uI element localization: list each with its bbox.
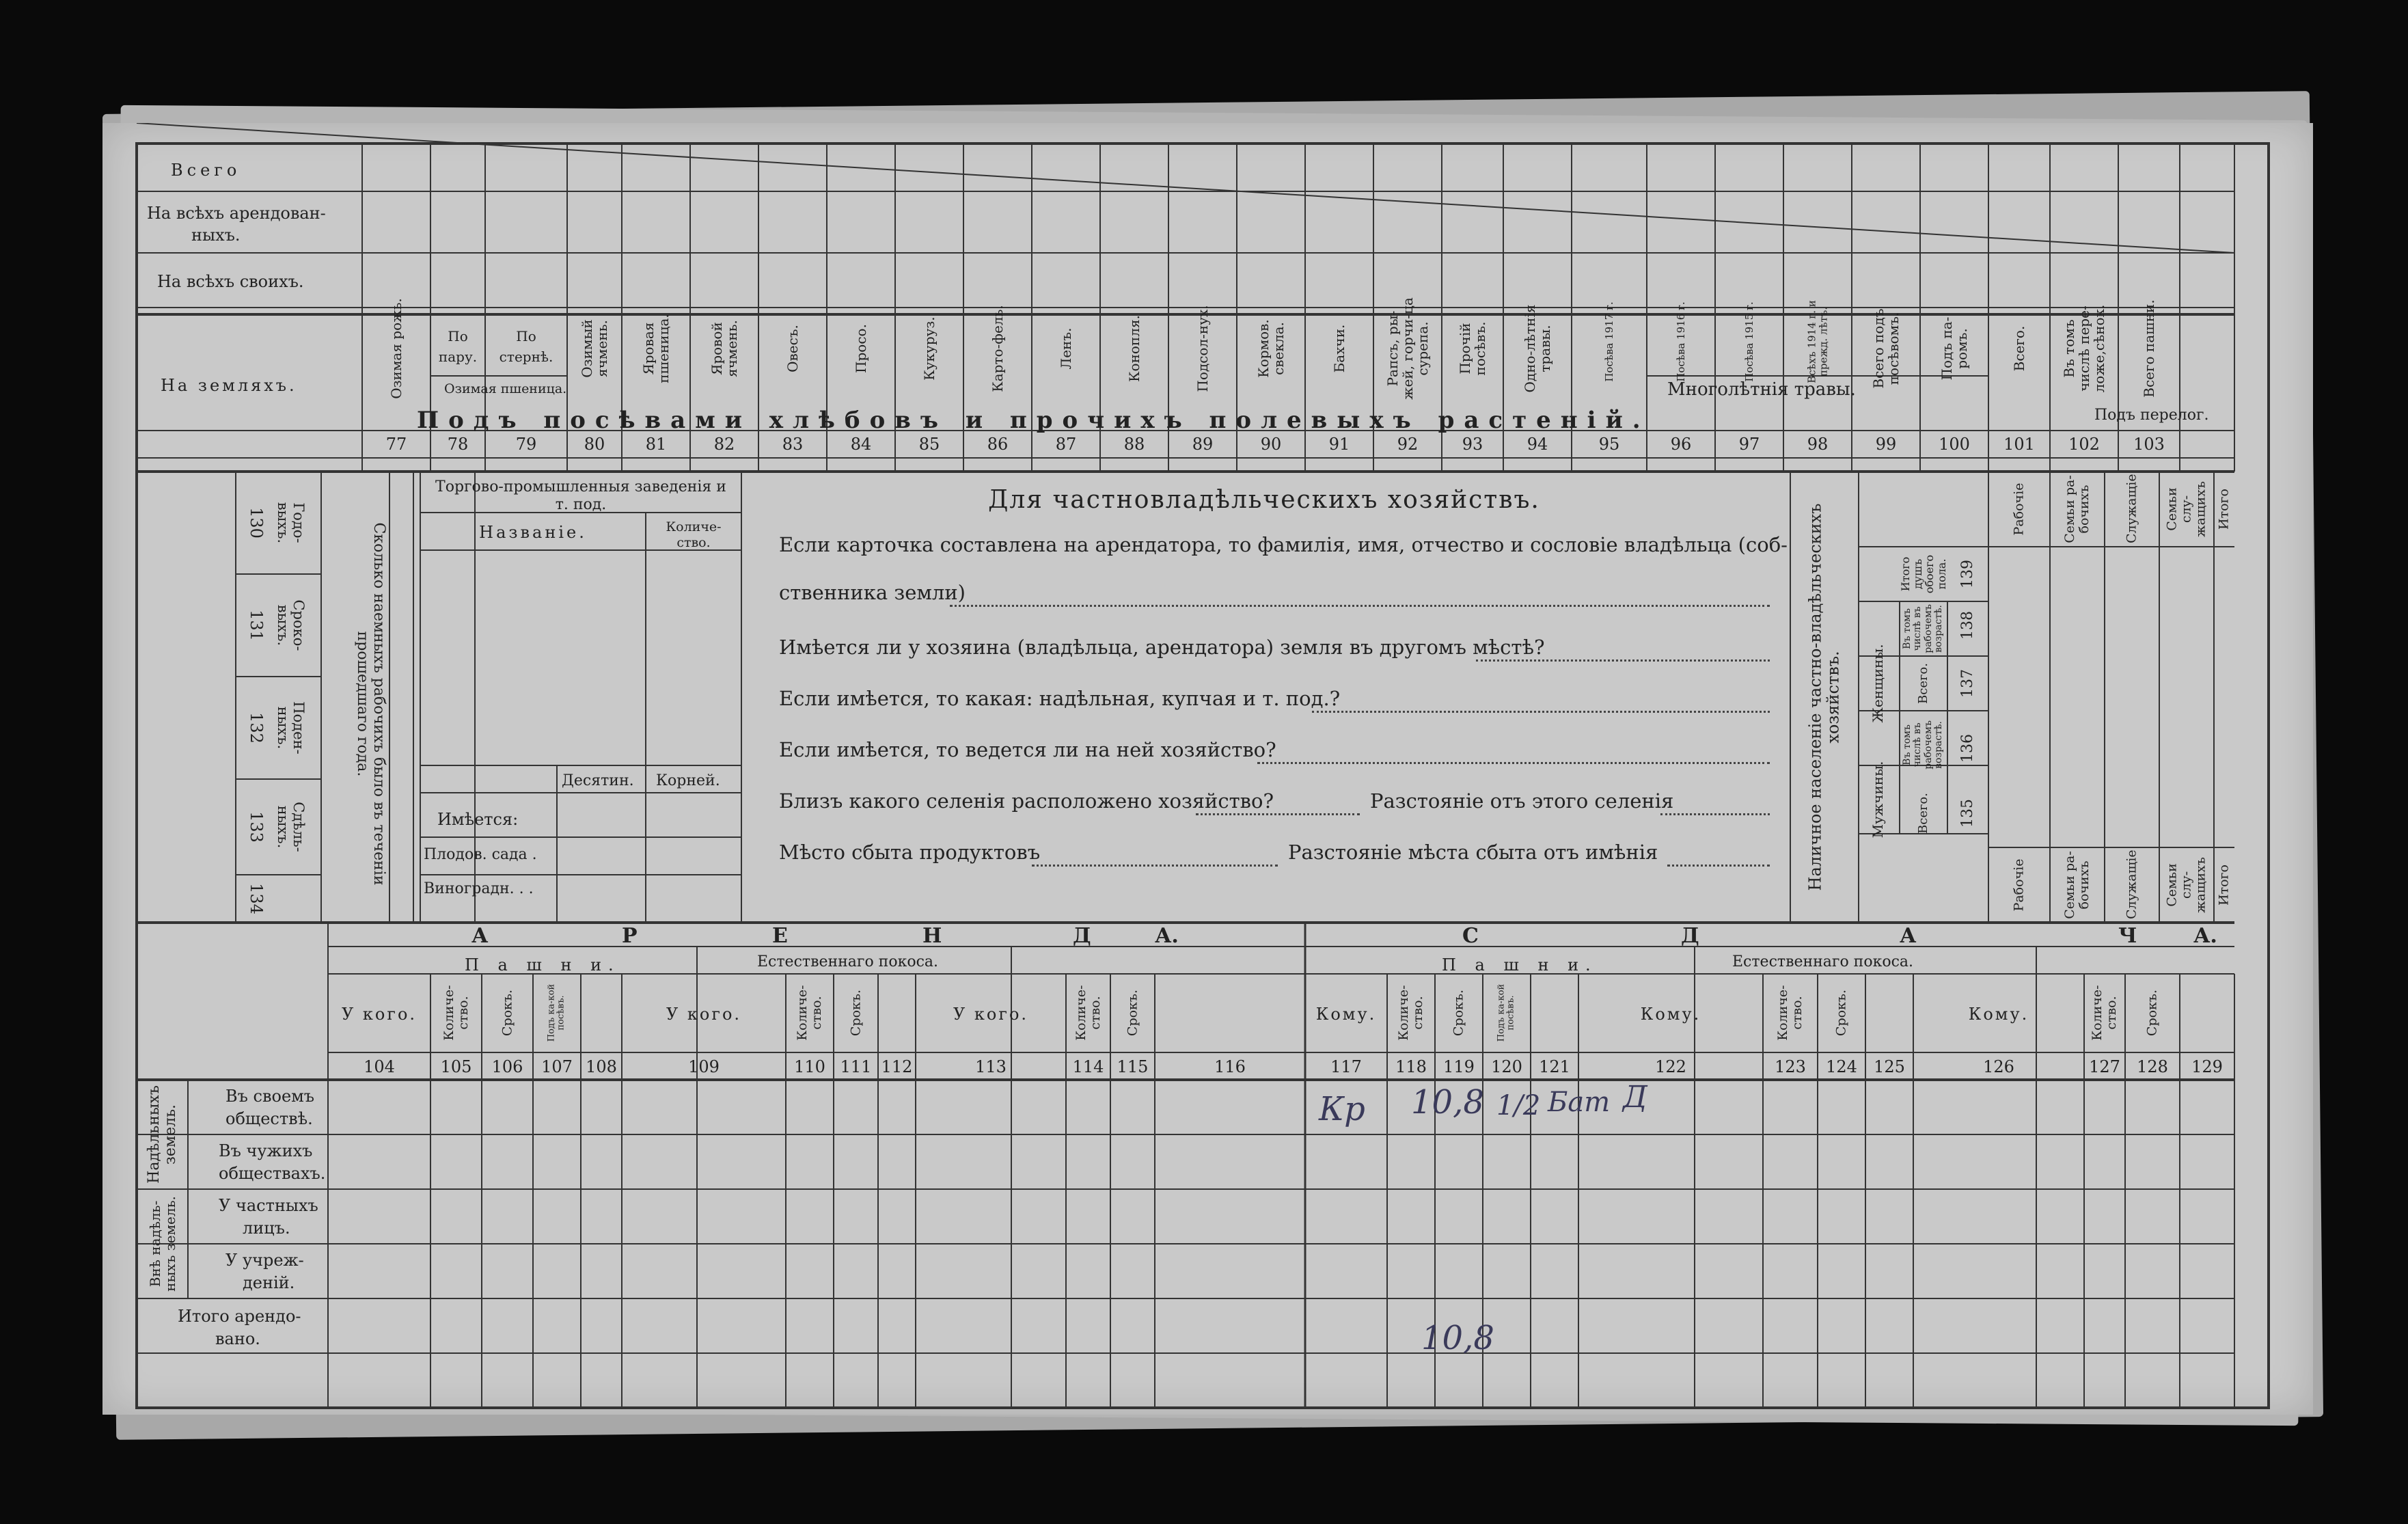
label-women-vtom: Въ томъ числѣ въ рабочемъ возрастѣ. [1902, 604, 1945, 653]
right-col-label: Итого [2216, 489, 2232, 530]
bottom-col-number: 105 [440, 1057, 472, 1076]
row-svoih: На всѣхъ своихъ. [157, 272, 304, 291]
label-desyat: Десятин. [562, 772, 634, 789]
bottom-col-qty: Количе-ство. [441, 985, 471, 1041]
arenda-letter: Н [922, 924, 942, 948]
answer-line-1[interactable] [950, 605, 1770, 607]
bottom-col-number: 106 [491, 1057, 523, 1076]
top-col-number: 96 [1670, 435, 1692, 454]
top-col-label-c85: Кукуруз. [921, 316, 938, 381]
population-col-number: 136 [1958, 734, 1976, 763]
bottom-col-kakoy: Подъ ка-кой посѣвъ. [1496, 983, 1516, 1042]
row3a: У частныхъ [219, 1196, 318, 1215]
handwritten-qty: 10,8 [1411, 1083, 1484, 1121]
answer-line-3[interactable] [1312, 711, 1770, 713]
top-col-number: 78 [447, 435, 469, 454]
row1b: обществѣ. [225, 1109, 313, 1128]
right-col-label: Служащіе [2124, 474, 2139, 543]
bottom-col-number: 110 [794, 1057, 825, 1076]
population-col-number: 135 [1958, 799, 1976, 828]
question-1: Если карточка составлена на арендатора, то фамилія, имя, отчество и сословіе владѣльца (соб- [779, 533, 1788, 556]
top-col-label-c94: Одно-лѣтнія травы. [1522, 304, 1553, 393]
top-col-label-c78a: По [448, 328, 468, 344]
answer-line-6b[interactable] [1667, 865, 1770, 867]
bottom-col-qty: Количе-ство. [1775, 985, 1805, 1041]
right-col-label: Рабочіе [2011, 858, 2027, 912]
top-col-number: 81 [645, 435, 667, 454]
top-col-number: 82 [713, 435, 735, 454]
top-col-number: 89 [1192, 435, 1214, 454]
top-col-label-c77: Озимая рожь. [388, 298, 405, 399]
right-col-label: Семьи ра-бочихъ [2062, 851, 2092, 919]
right-col-label: Рабочіе [2011, 482, 2027, 536]
top-col-number: 93 [1462, 435, 1483, 454]
question-1b: ственника земли) [779, 581, 966, 604]
bottom-col-who: У кого. [341, 1005, 418, 1024]
bottom-col-number: 118 [1395, 1057, 1427, 1076]
label-men-vtom: Въ томъ числѣ въ рабочемъ возрастѣ. [1902, 720, 1945, 770]
label-perelog: Подъ перелог. [2094, 407, 2209, 424]
question-6: Мѣсто сбыта продуктовъ [779, 841, 1041, 864]
top-col-number: 79 [515, 435, 537, 454]
sdacha-letter: Ч [2118, 924, 2137, 948]
top-col-number: 100 [1939, 435, 1970, 454]
row2b: обществахъ. [219, 1164, 326, 1183]
row-zemlyah: На земляхъ. [161, 376, 297, 395]
bottom-col-who: Кому. [1640, 1005, 1701, 1024]
bottom-col-number: 122 [1655, 1057, 1686, 1076]
question-4: Если имѣется, то ведется ли на ней хозяйство? [779, 738, 1276, 761]
label-trade-title: Торгово-промышленныя заведенія и т. под. [435, 478, 726, 514]
top-col-number: 84 [850, 435, 872, 454]
label-orchards: Плодов. сада . [424, 846, 537, 863]
top-col-label-c78b: пару. [438, 349, 478, 365]
left-col-label: Сроко-выхъ. [275, 599, 307, 651]
handwritten-kakoy: Бат [1548, 1087, 1611, 1118]
bottom-col-srok: Срокъ. [1451, 989, 1466, 1037]
bottom-col-number: 113 [975, 1057, 1007, 1076]
top-col-number: 85 [918, 435, 940, 454]
question-5: Близъ какого селенія расположено хозяйство? [779, 789, 1274, 813]
label-population: Наличное населеніе частно-владѣльческихъ хозяйствъ. [1805, 503, 1843, 891]
handwritten-srok: 1/2 [1496, 1090, 1541, 1121]
top-col-label-c101: Всего. [2011, 325, 2027, 372]
right-col-label: Служащіе [2124, 849, 2139, 919]
row4b: деній. [243, 1273, 295, 1292]
top-col-label-c96: Посѣва 1916 г. [1674, 301, 1687, 382]
answer-line-6[interactable] [1032, 865, 1278, 867]
row5b: вано. [215, 1329, 260, 1348]
top-col-number: 77 [385, 435, 407, 454]
top-col-label-c100: Подъ па-ромъ. [1939, 316, 1970, 381]
bottom-col-qty: Количе-ство. [1073, 985, 1103, 1041]
bottom-col-number: 114 [1072, 1057, 1104, 1076]
bottom-col-number: 127 [2089, 1057, 2120, 1076]
top-col-label-c103: Всего пашни. [2141, 299, 2157, 398]
label-vineyards: Виноградн. . . [424, 880, 534, 897]
label-pashni-arenda: П а ш н и. [465, 955, 620, 975]
top-col-number: 80 [584, 435, 605, 454]
top-col-number: 98 [1807, 435, 1829, 454]
private-title: Для частновладѣльческихъ хозяйствъ. [988, 486, 1540, 514]
bottom-col-number: 115 [1117, 1057, 1149, 1076]
census-card [102, 123, 2313, 1415]
right-col-label: Итого [2216, 865, 2232, 906]
left-col-label: Годо-выхъ. [275, 502, 307, 544]
arenda-letter: Д [1073, 924, 1091, 948]
top-col-label-c92: Рапсъ, ры-жей, горчи-ца сурепа. [1384, 297, 1431, 400]
top-col-label-c90: Кормов. свекла. [1255, 319, 1287, 378]
handwritten-za: Д [1623, 1080, 1647, 1115]
top-col-label-c91: Бахчи. [1331, 324, 1347, 373]
bottom-col-qty: Количе-ство. [795, 985, 824, 1041]
label-pokos-arenda: Естественнаго покоса. [757, 953, 939, 970]
sdacha-letter: А [1900, 924, 1917, 948]
bottom-col-srok: Срокъ. [500, 989, 515, 1037]
top-col-number: 86 [987, 435, 1009, 454]
row1a: Въ своемъ [225, 1087, 315, 1106]
row4a: У учреж- [225, 1251, 304, 1270]
top-col-number: 87 [1055, 435, 1077, 454]
left-col-label: Сдѣль-ныхъ. [275, 802, 307, 852]
answer-line-2[interactable] [1476, 659, 1770, 662]
label-women: Женщины. [1870, 644, 1886, 723]
top-col-number: 101 [2003, 435, 2035, 454]
top-col-number: 92 [1397, 435, 1419, 454]
top-col-label-c99: Всего подъ посѣвомъ. [1870, 308, 1902, 389]
top-col-label-c79a: По [516, 328, 536, 344]
row-vsego: Всего [171, 161, 241, 180]
top-col-label-c87: Ленъ. [1058, 327, 1074, 370]
arenda-letter: Р [622, 924, 638, 948]
bottom-col-number: 129 [2191, 1057, 2223, 1076]
top-col-label-c80: Озимый ячмень. [579, 319, 610, 378]
top-col-number: 103 [2133, 435, 2165, 454]
handwritten-komu: Кр [1319, 1090, 1365, 1128]
bottom-col-number: 107 [541, 1057, 573, 1076]
left-col-number: 130 [247, 507, 266, 539]
bottom-col-number: 117 [1330, 1057, 1362, 1076]
top-col-number: 94 [1527, 435, 1548, 454]
bottom-col-who: У кого. [953, 1005, 1029, 1024]
label-nadel: Надѣльныхъ земель. [145, 1085, 179, 1184]
top-col-label-c97: Посѣва 1915 г. [1742, 301, 1755, 382]
label-pokos-sdacha: Естественнаго покоса. [1732, 953, 1914, 970]
top-col-label-c81: Яровая пшеница. [640, 314, 672, 383]
row2a: Въ чужихъ [219, 1141, 313, 1160]
bottom-col-number: 124 [1826, 1057, 1857, 1076]
bottom-col-kakoy: Подъ ка-кой посѣвъ. [546, 983, 566, 1042]
sdacha-letter: С [1462, 924, 1479, 948]
question-5b: Разстояніе отъ этого селенія [1370, 789, 1674, 813]
label-korney: Корней. [656, 772, 720, 789]
question-2: Имѣется ли у хозяина (владѣльца, арендатора) земля въ другомъ мѣстѣ? [779, 636, 1545, 659]
label-mnogolet: Многолѣтнія травы. [1667, 379, 1856, 400]
top-col-label-c86: Карто-фель. [989, 305, 1006, 392]
bottom-col-number: 121 [1539, 1057, 1570, 1076]
top-col-label-c95: Посѣва 1917 г. [1602, 301, 1615, 382]
bottom-col-srok: Срокъ. [2144, 989, 2160, 1037]
row5a: Итого арендо- [178, 1307, 301, 1326]
label-vne-nadel: Внѣ надѣль-ныхъ земель. [147, 1196, 178, 1292]
banner-posevy: Подъ посѣвами хлѣбовъ и прочихъ полевыхъ растеній. [417, 407, 1650, 434]
bottom-col-who: Кому. [1315, 1005, 1377, 1024]
bottom-col-srok: Срокъ. [1833, 989, 1849, 1037]
sdacha-letter: А. [2193, 924, 2217, 948]
top-col-label-c98: Всѣхъ 1914 г. и прежд. лѣтъ. [1805, 300, 1829, 383]
bottom-col-number: 120 [1491, 1057, 1522, 1076]
top-col-label-c83: Овесъ. [784, 325, 801, 372]
left-col-number: 134 [247, 883, 266, 914]
arenda-letter: А. [1155, 924, 1179, 948]
bottom-col-number: 109 [688, 1057, 720, 1076]
top-col-label-c82: Яровой ячмень. [709, 320, 740, 377]
top-col-label-c79b: стернѣ. [499, 349, 553, 365]
bottom-col-qty: Количе-ство. [1396, 985, 1425, 1041]
bottom-col-number: 119 [1443, 1057, 1475, 1076]
top-col-number: 91 [1328, 435, 1350, 454]
top-col-label-c89: Подсол-нух. [1194, 305, 1211, 392]
row3b: лицъ. [243, 1219, 290, 1238]
top-col-number: 90 [1260, 435, 1282, 454]
right-col-label: Семьи ра-бочихъ [2062, 475, 2092, 543]
sdacha-letter: Д [1681, 924, 1699, 948]
label-men: Мужчины. [1870, 761, 1886, 839]
right-col-label: Семьи слу-жащихъ [2164, 481, 2208, 537]
top-col-number: 95 [1598, 435, 1620, 454]
answer-line-5[interactable] [1196, 813, 1360, 815]
population-col-number: 137 [1958, 669, 1976, 698]
bottom-col-srok: Срокъ. [1125, 989, 1140, 1037]
answer-line-4[interactable] [1257, 762, 1770, 764]
top-col-label-c102: Въ томъ числѣ пере-ложе,сѣнок. [2061, 304, 2107, 393]
right-col-label: Семьи слу-жащихъ [2164, 857, 2208, 913]
bottom-col-who: У кого. [666, 1005, 742, 1024]
left-col-number: 132 [247, 712, 266, 744]
left-col-label: Поден-ныхъ. [275, 701, 307, 754]
top-col-number: 88 [1123, 435, 1145, 454]
top-col-label-c84: Просо. [853, 324, 869, 373]
answer-line-5b[interactable] [1660, 813, 1770, 815]
top-col-number: 99 [1875, 435, 1897, 454]
population-col-number: 138 [1958, 611, 1976, 640]
question-3: Если имѣется, то какая: надѣльная, купчая и т. под.? [779, 687, 1341, 710]
row-arend-b: ныхъ. [191, 226, 241, 245]
bottom-col-number: 125 [1874, 1057, 1905, 1076]
top-col-label-c88: Конопля. [1126, 315, 1143, 382]
bottom-col-number: 104 [364, 1057, 395, 1076]
bottom-col-number: 116 [1214, 1057, 1246, 1076]
left-col-number: 133 [247, 811, 266, 843]
bottom-col-number: 126 [1983, 1057, 2014, 1076]
bottom-col-number: 108 [586, 1057, 617, 1076]
arenda-letter: Е [772, 924, 788, 948]
label-hired-workers: Сколько наемныхъ рабочихъ было въ теченіи прошедшаго года. [354, 522, 388, 886]
left-col-number: 131 [247, 610, 266, 641]
population-col-number: 139 [1958, 560, 1976, 588]
label-ozim-pshen: Озимая пшеница. [444, 381, 567, 396]
label-women-vsego: Всего. [1916, 663, 1931, 704]
label-trade-qty: Количе-ство. [666, 519, 722, 550]
top-col-number: 83 [782, 435, 804, 454]
label-has: Имѣется: [437, 810, 519, 829]
label-trade-name: Названіе. [479, 523, 587, 542]
arenda-letter: А [471, 924, 489, 948]
bottom-col-number: 112 [881, 1057, 913, 1076]
label-pashni-sdacha: П а ш н и. [1442, 955, 1598, 975]
bottom-col-who: Кому. [1968, 1005, 2029, 1024]
bottom-col-number: 111 [840, 1057, 872, 1076]
question-6b: Разстояніе мѣста сбыта отъ имѣнія [1288, 841, 1658, 864]
row-arend-a: На всѣхъ арендован- [147, 204, 326, 223]
bottom-col-srok: Срокъ. [848, 989, 864, 1037]
top-col-number: 102 [2068, 435, 2100, 454]
bottom-col-qty: Количе-ство. [2090, 985, 2119, 1041]
label-itogo-dush: Итого душъ обоего пола. [1898, 554, 1948, 594]
label-men-vsego: Всего. [1916, 793, 1931, 834]
top-col-number: 97 [1738, 435, 1760, 454]
bottom-col-number: 128 [2137, 1057, 2168, 1076]
bottom-col-number: 123 [1775, 1057, 1806, 1076]
top-col-label-c93: Прочій посѣвъ. [1457, 321, 1488, 376]
handwritten-total: 10,8 [1421, 1319, 1494, 1357]
